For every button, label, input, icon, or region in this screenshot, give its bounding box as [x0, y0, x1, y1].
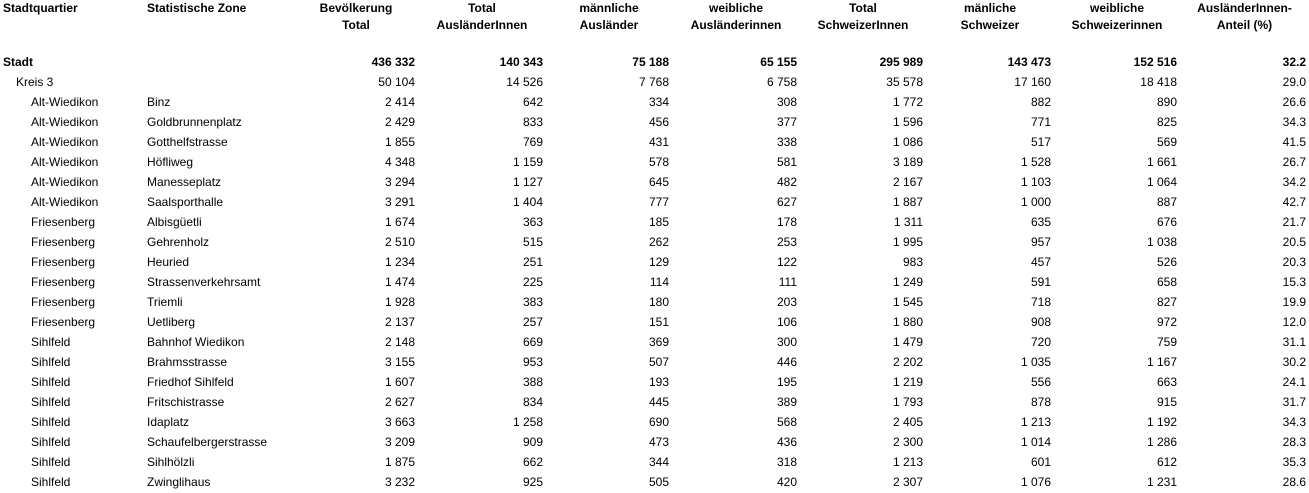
cell-maennliche-schweizer: 718	[1030, 295, 1051, 309]
cell-weibliche-auslaenderinnen: 338	[776, 135, 797, 149]
cell-maennliche-auslaender: 578	[648, 155, 669, 169]
cell-weibliche-auslaenderinnen: 65 155	[760, 55, 797, 69]
cell-weibliche-auslaenderinnen: 195	[776, 375, 797, 389]
cell-weibliche-schweizerinnen: 569	[1156, 135, 1177, 149]
table-row	[0, 452, 1309, 472]
cell-bevoelkerung-total: 2 627	[384, 395, 415, 409]
header-weibliche-auslaenderinnen: weibliche Ausländerinnen	[690, 1, 782, 32]
cell-stadtquartier: Friesenberg	[31, 255, 96, 269]
cell-weibliche-auslaenderinnen: 111	[778, 275, 797, 289]
cell-total-auslaenderinnen: 14 526	[506, 75, 543, 89]
cell-stadtquartier: Alt-Wiedikon	[31, 155, 99, 169]
cell-maennliche-schweizer: 1 014	[1020, 435, 1051, 449]
cell-total-auslaenderinnen: 833	[522, 115, 543, 129]
cell-statistische-zone: Zwinglihaus	[147, 475, 211, 489]
cell-statistische-zone: Uetliberg	[147, 315, 196, 329]
cell-total-schweizerinnen: 1 880	[892, 315, 923, 329]
cell-total-auslaenderinnen: 925	[522, 475, 543, 489]
cell-auslaenderinnen-anteil: 20.3	[1282, 255, 1306, 269]
cell-auslaenderinnen-anteil: 42.7	[1282, 195, 1306, 209]
header-bevoelkerung-total: Bevölkerung Total	[319, 1, 393, 32]
cell-maennliche-auslaender: 456	[648, 115, 669, 129]
cell-stadtquartier: Alt-Wiedikon	[31, 195, 99, 209]
cell-total-schweizerinnen: 1 995	[892, 235, 923, 249]
cell-weibliche-auslaenderinnen: 122	[776, 255, 797, 269]
cell-total-auslaenderinnen: 1 159	[512, 155, 543, 169]
cell-stadtquartier: Kreis 3	[16, 75, 54, 89]
cell-statistische-zone: Goldbrunnenplatz	[147, 115, 242, 129]
cell-weibliche-auslaenderinnen: 178	[776, 215, 797, 229]
cell-total-auslaenderinnen: 1 127	[512, 175, 543, 189]
cell-weibliche-auslaenderinnen: 318	[776, 455, 797, 469]
cell-bevoelkerung-total: 3 232	[384, 475, 415, 489]
cell-statistische-zone: Saalsporthalle	[147, 195, 224, 209]
cell-bevoelkerung-total: 2 137	[384, 315, 415, 329]
table-row	[0, 412, 1309, 432]
cell-stadtquartier: Sihlfeld	[31, 415, 71, 429]
cell-weibliche-schweizerinnen: 18 418	[1140, 75, 1177, 89]
cell-bevoelkerung-total: 2 414	[384, 95, 415, 109]
cell-statistische-zone: Schaufelbergerstrasse	[147, 435, 268, 449]
cell-weibliche-auslaenderinnen: 627	[776, 195, 797, 209]
table-row	[0, 232, 1309, 252]
cell-total-auslaenderinnen: 642	[522, 95, 543, 109]
cell-total-schweizerinnen: 1 887	[892, 195, 923, 209]
cell-statistische-zone: Gotthelfstrasse	[147, 135, 228, 149]
cell-bevoelkerung-total: 1 234	[384, 255, 415, 269]
cell-weibliche-auslaenderinnen: 446	[776, 355, 797, 369]
cell-maennliche-auslaender: 473	[648, 435, 669, 449]
cell-maennliche-auslaender: 129	[648, 255, 669, 269]
cell-maennliche-schweizer: 556	[1030, 375, 1051, 389]
cell-weibliche-schweizerinnen: 890	[1156, 95, 1177, 109]
cell-auslaenderinnen-anteil: 35.3	[1282, 455, 1306, 469]
cell-weibliche-auslaenderinnen: 253	[776, 235, 797, 249]
header-row	[0, 0, 1309, 42]
header-stadtquartier: Stadtquartier	[3, 1, 78, 15]
cell-total-auslaenderinnen: 251	[522, 255, 543, 269]
cell-weibliche-auslaenderinnen: 203	[776, 295, 797, 309]
cell-stadtquartier: Alt-Wiedikon	[31, 95, 99, 109]
table-row	[0, 312, 1309, 332]
cell-auslaenderinnen-anteil: 24.1	[1282, 375, 1306, 389]
header-auslaenderinnen-anteil: AusländerInnen- Anteil (%)	[1197, 1, 1292, 32]
cell-bevoelkerung-total: 4 348	[384, 155, 415, 169]
cell-maennliche-schweizer: 591	[1030, 275, 1051, 289]
cell-stadtquartier: Sihlfeld	[31, 455, 71, 469]
cell-auslaenderinnen-anteil: 32.2	[1282, 55, 1306, 69]
cell-auslaenderinnen-anteil: 41.5	[1282, 135, 1306, 149]
cell-statistische-zone: Höfliweg	[147, 155, 194, 169]
cell-total-schweizerinnen: 2 300	[892, 435, 923, 449]
table-row	[0, 152, 1309, 172]
cell-auslaenderinnen-anteil: 34.3	[1282, 115, 1306, 129]
cell-bevoelkerung-total: 50 104	[378, 75, 415, 89]
cell-total-schweizerinnen: 2 307	[892, 475, 923, 489]
cell-bevoelkerung-total: 436 332	[371, 55, 415, 69]
cell-maennliche-schweizer: 17 160	[1014, 75, 1051, 89]
cell-stadtquartier: Alt-Wiedikon	[31, 175, 99, 189]
cell-total-auslaenderinnen: 1 258	[512, 415, 543, 429]
cell-weibliche-schweizerinnen: 759	[1156, 335, 1177, 349]
cell-total-schweizerinnen: 1 545	[892, 295, 923, 309]
cell-total-schweizerinnen: 35 578	[886, 75, 923, 89]
cell-weibliche-schweizerinnen: 1 167	[1146, 355, 1177, 369]
cell-auslaenderinnen-anteil: 34.2	[1282, 175, 1306, 189]
cell-total-auslaenderinnen: 953	[522, 355, 543, 369]
cell-total-auslaenderinnen: 383	[522, 295, 543, 309]
table-row	[0, 212, 1309, 232]
cell-weibliche-auslaenderinnen: 482	[776, 175, 797, 189]
cell-maennliche-auslaender: 777	[648, 195, 669, 209]
cell-total-schweizerinnen: 1 793	[892, 395, 923, 409]
cell-weibliche-schweizerinnen: 1 286	[1146, 435, 1177, 449]
table-row	[0, 72, 1309, 92]
cell-maennliche-schweizer: 143 473	[1007, 55, 1051, 69]
header-total-schweizerinnen: Total SchweizerInnen	[817, 1, 909, 32]
cell-maennliche-schweizer: 1 213	[1020, 415, 1051, 429]
table-row	[0, 432, 1309, 452]
table-row	[0, 52, 1309, 72]
cell-stadtquartier: Sihlfeld	[31, 435, 71, 449]
cell-total-auslaenderinnen: 769	[522, 135, 543, 149]
cell-maennliche-schweizer: 908	[1030, 315, 1051, 329]
cell-weibliche-schweizerinnen: 1 192	[1146, 415, 1177, 429]
cell-stadtquartier: Alt-Wiedikon	[31, 135, 99, 149]
cell-bevoelkerung-total: 3 294	[384, 175, 415, 189]
table-row	[0, 372, 1309, 392]
cell-auslaenderinnen-anteil: 15.3	[1282, 275, 1306, 289]
cell-maennliche-schweizer: 517	[1030, 135, 1051, 149]
cell-stadtquartier: Friesenberg	[31, 315, 96, 329]
cell-bevoelkerung-total: 1 928	[384, 295, 415, 309]
cell-statistische-zone: Idaplatz	[147, 415, 190, 429]
cell-statistische-zone: Albisgüetli	[147, 215, 202, 229]
cell-bevoelkerung-total: 3 663	[384, 415, 415, 429]
cell-weibliche-schweizerinnen: 1 231	[1146, 475, 1177, 489]
cell-total-auslaenderinnen: 662	[522, 455, 543, 469]
cell-auslaenderinnen-anteil: 34.3	[1282, 415, 1306, 429]
cell-total-auslaenderinnen: 909	[522, 435, 543, 449]
cell-maennliche-schweizer: 957	[1030, 235, 1051, 249]
table-row	[0, 392, 1309, 412]
table-row	[0, 172, 1309, 192]
cell-weibliche-auslaenderinnen: 308	[776, 95, 797, 109]
cell-auslaenderinnen-anteil: 28.3	[1282, 435, 1306, 449]
cell-bevoelkerung-total: 3 209	[384, 435, 415, 449]
cell-auslaenderinnen-anteil: 31.7	[1282, 395, 1306, 409]
cell-bevoelkerung-total: 2 510	[384, 235, 415, 249]
table-row	[0, 112, 1309, 132]
cell-weibliche-auslaenderinnen: 300	[776, 335, 797, 349]
cell-weibliche-schweizerinnen: 526	[1156, 255, 1177, 269]
cell-maennliche-auslaender: 262	[648, 235, 669, 249]
cell-maennliche-schweizer: 1 000	[1020, 195, 1051, 209]
cell-total-schweizerinnen: 295 989	[879, 55, 923, 69]
cell-maennliche-schweizer: 1 076	[1020, 475, 1051, 489]
cell-maennliche-auslaender: 185	[648, 215, 669, 229]
header-weibliche-schweizerinnen: weibliche Schweizerinnen	[1071, 1, 1163, 32]
spacer-row	[0, 42, 1309, 52]
cell-stadtquartier: Friesenberg	[31, 235, 96, 249]
cell-bevoelkerung-total: 1 855	[384, 135, 415, 149]
cell-bevoelkerung-total: 1 674	[384, 215, 415, 229]
table-row	[0, 332, 1309, 352]
cell-stadtquartier: Friesenberg	[31, 275, 96, 289]
cell-maennliche-auslaender: 114	[649, 275, 669, 289]
cell-maennliche-auslaender: 193	[648, 375, 669, 389]
cell-bevoelkerung-total: 2 429	[384, 115, 415, 129]
cell-auslaenderinnen-anteil: 26.6	[1282, 95, 1306, 109]
header-total-auslaenderinnen: Total AusländerInnen	[436, 1, 528, 32]
cell-maennliche-schweizer: 720	[1030, 335, 1051, 349]
cell-weibliche-schweizerinnen: 663	[1156, 375, 1177, 389]
cell-maennliche-schweizer: 771	[1030, 115, 1051, 129]
table-row	[0, 192, 1309, 212]
table-row	[0, 472, 1309, 492]
cell-stadtquartier: Alt-Wiedikon	[31, 115, 99, 129]
cell-statistische-zone	[144, 52, 294, 72]
cell-statistische-zone: Fritschistrasse	[147, 395, 225, 409]
cell-total-schweizerinnen: 1 219	[892, 375, 923, 389]
table-row	[0, 352, 1309, 372]
cell-maennliche-auslaender: 431	[648, 135, 669, 149]
cell-statistische-zone: Strassenverkehrsamt	[147, 275, 261, 289]
cell-weibliche-auslaenderinnen: 377	[776, 115, 797, 129]
cell-total-schweizerinnen: 1 311	[893, 215, 923, 229]
header-statistische-zone: Statistische Zone	[147, 1, 247, 15]
cell-bevoelkerung-total: 1 875	[384, 455, 415, 469]
cell-bevoelkerung-total: 1 607	[384, 375, 415, 389]
cell-maennliche-schweizer: 1 035	[1020, 355, 1051, 369]
cell-total-schweizerinnen: 1 249	[892, 275, 923, 289]
cell-weibliche-auslaenderinnen: 389	[776, 395, 797, 409]
cell-total-schweizerinnen: 2 405	[892, 415, 923, 429]
cell-bevoelkerung-total: 1 474	[384, 275, 415, 289]
cell-auslaenderinnen-anteil: 21.7	[1282, 215, 1306, 229]
cell-auslaenderinnen-anteil: 30.2	[1282, 355, 1306, 369]
cell-statistische-zone: Bahnhof Wiedikon	[147, 335, 245, 349]
cell-maennliche-auslaender: 151	[648, 315, 669, 329]
cell-stadtquartier: Stadt	[3, 55, 33, 69]
cell-stadtquartier: Friesenberg	[31, 215, 96, 229]
cell-maennliche-auslaender: 690	[648, 415, 669, 429]
cell-maennliche-auslaender: 505	[648, 475, 669, 489]
cell-stadtquartier: Friesenberg	[31, 295, 96, 309]
table-body	[0, 42, 1309, 492]
cell-auslaenderinnen-anteil: 12.0	[1282, 315, 1306, 329]
cell-weibliche-schweizerinnen: 658	[1156, 275, 1177, 289]
cell-total-auslaenderinnen: 834	[522, 395, 543, 409]
cell-total-schweizerinnen: 1 772	[892, 95, 923, 109]
cell-weibliche-schweizerinnen: 887	[1156, 195, 1177, 209]
cell-bevoelkerung-total: 3 291	[384, 195, 415, 209]
cell-maennliche-schweizer: 635	[1030, 215, 1051, 229]
cell-maennliche-auslaender: 344	[648, 455, 669, 469]
cell-auslaenderinnen-anteil: 28.6	[1282, 475, 1306, 489]
header-maennliche-schweizer: mänliche Schweizer	[960, 1, 1020, 32]
cell-statistische-zone: Heuried	[147, 255, 190, 269]
cell-maennliche-schweizer: 1 528	[1020, 155, 1051, 169]
cell-total-auslaenderinnen: 1 404	[512, 195, 543, 209]
cell-total-schweizerinnen: 1 086	[892, 135, 923, 149]
cell-statistische-zone: Sihlhölzli	[147, 455, 195, 469]
cell-auslaenderinnen-anteil: 31.1	[1282, 335, 1306, 349]
cell-weibliche-auslaenderinnen: 420	[776, 475, 797, 489]
cell-statistische-zone: Triemli	[147, 295, 183, 309]
cell-maennliche-auslaender: 334	[648, 95, 669, 109]
cell-weibliche-auslaenderinnen: 436	[776, 435, 797, 449]
cell-weibliche-auslaenderinnen: 6 758	[766, 75, 797, 89]
cell-maennliche-schweizer: 878	[1030, 395, 1051, 409]
cell-maennliche-schweizer: 457	[1030, 255, 1051, 269]
cell-total-auslaenderinnen: 388	[522, 375, 543, 389]
cell-auslaenderinnen-anteil: 26.7	[1282, 155, 1306, 169]
cell-total-schweizerinnen: 2 167	[892, 175, 923, 189]
cell-total-auslaenderinnen: 257	[522, 315, 543, 329]
table-row	[0, 272, 1309, 292]
table-row	[0, 292, 1309, 312]
cell-weibliche-schweizerinnen: 827	[1156, 295, 1177, 309]
table-row	[0, 252, 1309, 272]
cell-statistische-zone: Gehrenholz	[147, 235, 210, 249]
cell-total-schweizerinnen: 3 189	[892, 155, 923, 169]
table-row	[0, 132, 1309, 152]
cell-auslaenderinnen-anteil: 19.9	[1282, 295, 1306, 309]
cell-stadtquartier: Sihlfeld	[31, 355, 71, 369]
cell-maennliche-auslaender: 180	[648, 295, 669, 309]
cell-weibliche-schweizerinnen: 676	[1156, 215, 1177, 229]
cell-maennliche-auslaender: 507	[648, 355, 669, 369]
cell-stadtquartier: Sihlfeld	[31, 475, 71, 489]
cell-total-schweizerinnen: 983	[902, 255, 923, 269]
cell-weibliche-schweizerinnen: 1 038	[1146, 235, 1177, 249]
cell-total-auslaenderinnen: 140 343	[499, 55, 543, 69]
cell-statistische-zone: Manesseplatz	[147, 175, 222, 189]
cell-total-schweizerinnen: 1 213	[892, 455, 923, 469]
cell-weibliche-auslaenderinnen: 106	[776, 315, 797, 329]
cell-maennliche-auslaender: 369	[648, 335, 669, 349]
cell-total-auslaenderinnen: 515	[522, 235, 543, 249]
cell-total-auslaenderinnen: 669	[522, 335, 543, 349]
cell-stadtquartier: Sihlfeld	[31, 375, 71, 389]
cell-weibliche-auslaenderinnen: 581	[776, 155, 797, 169]
cell-statistische-zone: Brahmsstrasse	[147, 355, 228, 369]
cell-weibliche-schweizerinnen: 1 661	[1146, 155, 1177, 169]
cell-total-auslaenderinnen: 225	[522, 275, 543, 289]
cell-bevoelkerung-total: 3 155	[384, 355, 415, 369]
cell-weibliche-schweizerinnen: 1 064	[1146, 175, 1177, 189]
cell-auslaenderinnen-anteil: 29.0	[1282, 75, 1306, 89]
cell-total-auslaenderinnen: 363	[522, 215, 543, 229]
cell-weibliche-auslaenderinnen: 568	[776, 415, 797, 429]
cell-bevoelkerung-total: 2 148	[384, 335, 415, 349]
cell-maennliche-auslaender: 75 188	[632, 55, 669, 69]
cell-maennliche-auslaender: 645	[648, 175, 669, 189]
cell-statistische-zone: Binz	[147, 95, 171, 109]
cell-total-schweizerinnen: 1 479	[892, 335, 923, 349]
cell-weibliche-schweizerinnen: 972	[1156, 315, 1177, 329]
cell-weibliche-schweizerinnen: 152 516	[1133, 55, 1177, 69]
cell-maennliche-schweizer: 882	[1030, 95, 1051, 109]
cell-maennliche-schweizer: 601	[1030, 455, 1051, 469]
cell-weibliche-schweizerinnen: 915	[1156, 395, 1177, 409]
cell-weibliche-schweizerinnen: 825	[1156, 115, 1177, 129]
cell-statistische-zone	[144, 72, 294, 92]
cell-maennliche-schweizer: 1 103	[1020, 175, 1051, 189]
header-maennliche-auslaender: männliche Ausländer	[579, 1, 639, 32]
cell-total-schweizerinnen: 2 202	[892, 355, 923, 369]
spacer-cell	[0, 42, 1309, 52]
cell-weibliche-schweizerinnen: 612	[1156, 455, 1177, 469]
cell-maennliche-auslaender: 7 768	[638, 75, 669, 89]
cell-stadtquartier: Sihlfeld	[31, 395, 71, 409]
cell-total-schweizerinnen: 1 596	[892, 115, 923, 129]
table-row	[0, 92, 1309, 112]
cell-stadtquartier: Sihlfeld	[31, 335, 71, 349]
cell-statistische-zone: Friedhof Sihlfeld	[147, 375, 234, 389]
cell-auslaenderinnen-anteil: 20.5	[1282, 235, 1306, 249]
cell-maennliche-auslaender: 445	[648, 395, 669, 409]
